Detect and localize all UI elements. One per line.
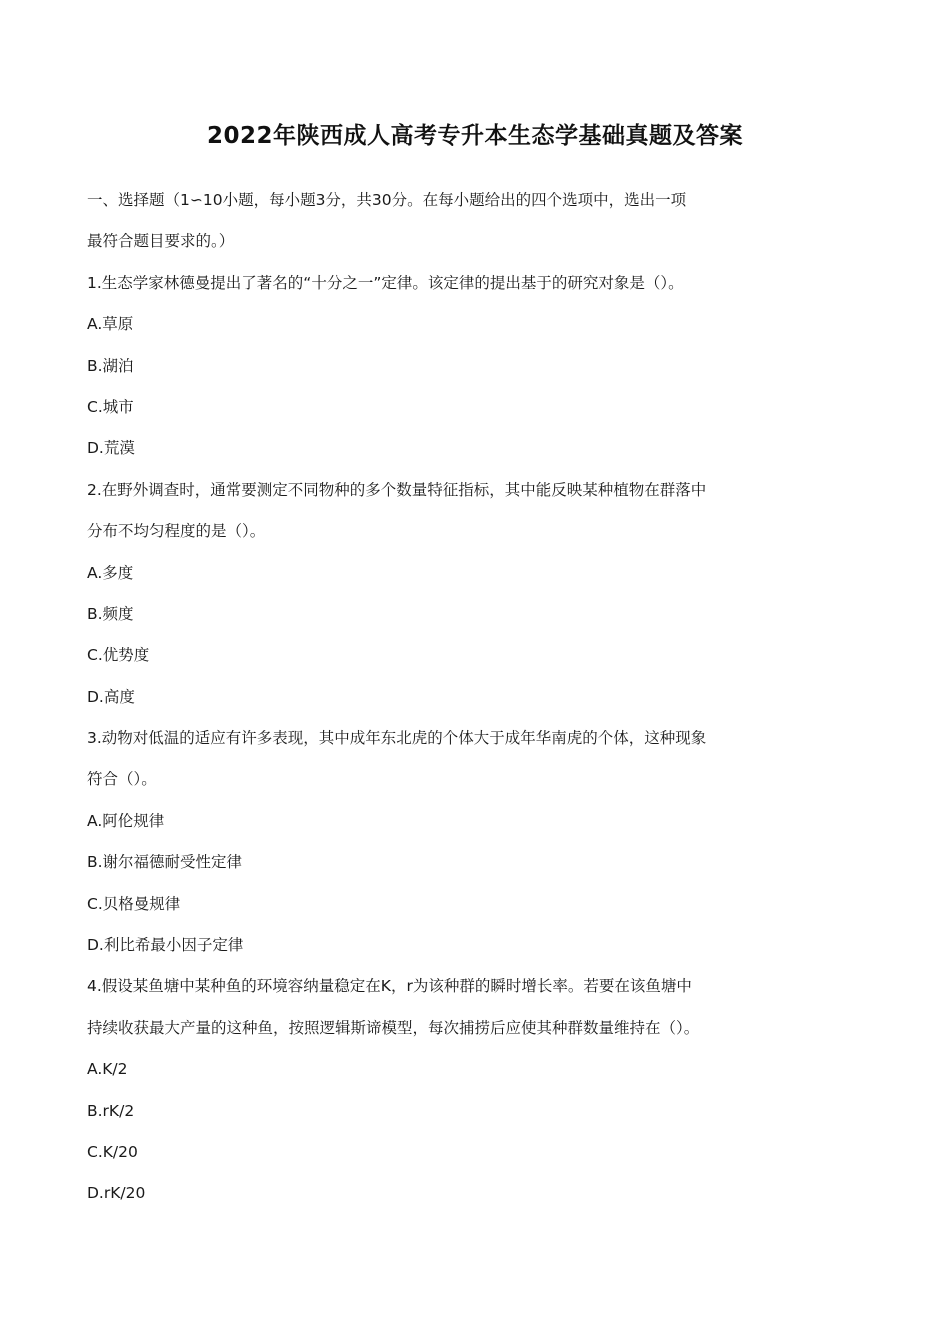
option-b: B.湖泊	[87, 356, 134, 375]
option-d: D.rK/20	[87, 1184, 146, 1203]
question-stem: 分布不均匀程度的是（）。	[87, 522, 266, 541]
option-a: A.草原	[87, 315, 134, 334]
section-intro-line: 最符合题目要求的。）	[87, 232, 235, 251]
option-a: A.K/2	[87, 1060, 128, 1079]
question-stem: 符合（）。	[87, 770, 157, 789]
question-1	[87, 263, 787, 470]
option-d: D.利比希最小因子定律	[87, 936, 244, 955]
question-stem: 持续收获最大产量的这种鱼，按照逻辑斯谛模型，每次捕捞后应使其种群数量维持在（）。	[87, 1018, 700, 1037]
option-c: C.K/20	[87, 1142, 138, 1161]
option-b: B.频度	[87, 604, 134, 623]
question-stem: 1.生态学家林德曼提出了著名的“十分之一”定律。该定律的提出基于的研究对象是（）。	[87, 273, 684, 292]
document-body	[87, 180, 787, 1215]
question-2	[87, 470, 787, 718]
option-b: B.rK/2	[87, 1101, 135, 1120]
option-d: D.高度	[87, 687, 135, 706]
section-intro	[87, 180, 787, 263]
option-b: B.谢尔福德耐受性定律	[87, 853, 243, 872]
option-a: A.多度	[87, 563, 134, 582]
question-stem: 4.假设某鱼塘中某种鱼的环境容纳量稳定在K，r为该种群的瞬时增长率。若要在该鱼塘中	[87, 977, 692, 996]
option-c: C.优势度	[87, 646, 150, 665]
page-title: 2022年陕西成人高考专升本生态学基础真题及答案	[206, 123, 743, 149]
question-stem: 3.动物对低温的适应有许多表现，其中成年东北虎的个体大于成年华南虎的个体，这种现象	[87, 729, 707, 748]
question-stem: 2.在野外调查时，通常要测定不同物种的多个数量特征指标，其中能反映某种植物在群落中	[87, 480, 707, 499]
option-c: C.城市	[87, 397, 134, 416]
option-d: D.荒漠	[87, 439, 135, 458]
question-3	[87, 718, 787, 966]
question-4	[87, 966, 787, 1214]
option-c: C.贝格曼规律	[87, 894, 181, 913]
section-intro-line: 一、选择题（1∽10小题，每小题3分，共30分。在每小题给出的四个选项中，选出一项	[87, 191, 687, 209]
option-a: A.阿伦规律	[87, 811, 165, 830]
